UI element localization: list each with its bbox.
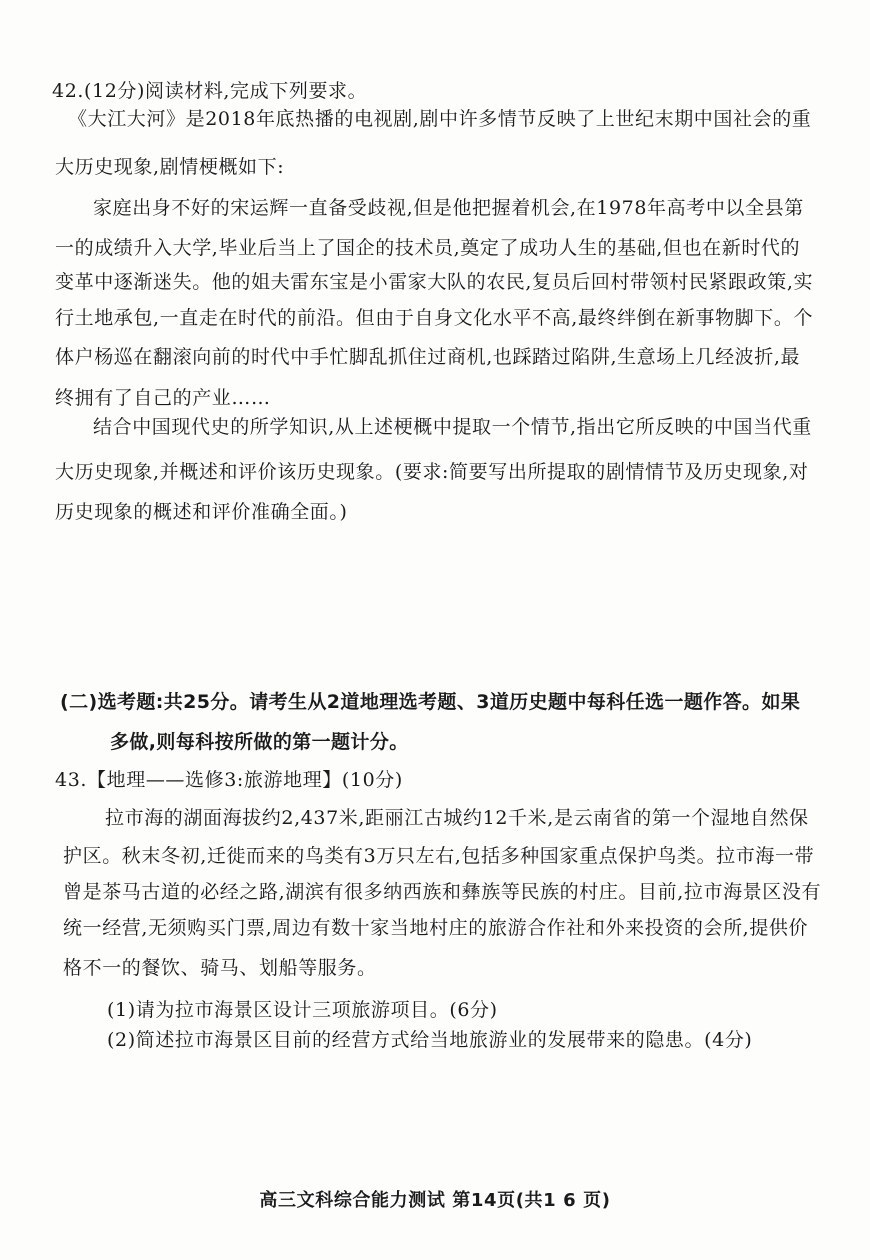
q43-subquestion-2: (2)简述拉市海景区目前的经营方式给当地旅游业的发展带来的隐患。(4分) [107, 1029, 753, 1051]
q43-passage-line: 护区。秋末冬初,迁徙而来的鸟类有3万只左右,包括多种国家重点保护鸟类。拉市海一带 [63, 845, 815, 867]
page-footer: 高三文科综合能力测试 第14页(共1 6 页) [259, 1190, 611, 1211]
q42-story-line: 一的成绩升入大学,毕业后当上了国企的技术员,奠定了成功人生的基础,但也在新时代的 [55, 237, 801, 259]
q42-story-line: 体户杨巡在翻滚向前的时代中手忙脚乱抓住过商机,也踩踏过陷阱,生意场上几经波折,最 [55, 346, 801, 368]
q42-header: 42.(12分)阅读材料,完成下列要求。 [52, 80, 368, 102]
q43-header: 43.【地理——选修3:旅游地理】(10分) [55, 769, 403, 791]
q42-task-line: 大历史现象,并概述和评价该历史现象。(要求:简要写出所提取的剧情情节及历史现象,对 [55, 461, 809, 483]
q42-story-line: 变革中逐渐迷失。他的姐夫雷东宝是小雷家大队的农民,复员后回村带领村民紧跟政策,实 [55, 271, 814, 293]
q42-story-line: 终拥有了自己的产业…… [55, 387, 271, 409]
q42-intro-line: 大历史现象,剧情梗概如下: [55, 156, 285, 178]
q42-story-line: 家庭出身不好的宋运辉一直备受歧视,但是他把握着机会,在1978年高考中以全县第 [93, 197, 804, 219]
q43-passage-line: 拉市海的湖面海拔约2,437米,距丽江古城约12千米,是云南省的第一个湿地自然保 [105, 807, 809, 829]
q43-passage-line: 格不一的餐饮、骑马、划船等服务。 [63, 957, 377, 979]
q43-subquestion-1: (1)请为拉市海景区设计三项旅游项目。(6分) [107, 999, 498, 1021]
q42-story-line: 行土地承包,一直走在时代的前沿。但由于自身文化水平不高,最终绊倒在新事物脚下。个 [55, 307, 814, 329]
section2-instruction: 多做,则每科按所做的第一题计分。 [110, 731, 409, 753]
section2-instruction: (二)选考题:共25分。请考生从2道地理选考题、3道历史题中每科任选一题作答。如果 [60, 691, 801, 713]
q43-passage-line: 统一经营,无须购买门票,周边有数十家当地村庄的旅游合作社和外来投资的会所,提供价 [63, 917, 809, 939]
q43-passage-line: 曾是茶马古道的必经之路,湖滨有很多纳西族和彝族等民族的村庄。目前,拉市海景区没有 [63, 881, 822, 903]
q42-task-line: 结合中国现代史的所学知识,从上述梗概中提取一个情节,指出它所反映的中国当代重 [93, 416, 812, 438]
q42-task-line: 历史现象的概述和评价准确全面。) [55, 501, 348, 523]
q42-intro-line: 《大江大河》是2018年底热播的电视剧,剧中许多情节反映了上世纪末期中国社会的重 [68, 108, 812, 130]
